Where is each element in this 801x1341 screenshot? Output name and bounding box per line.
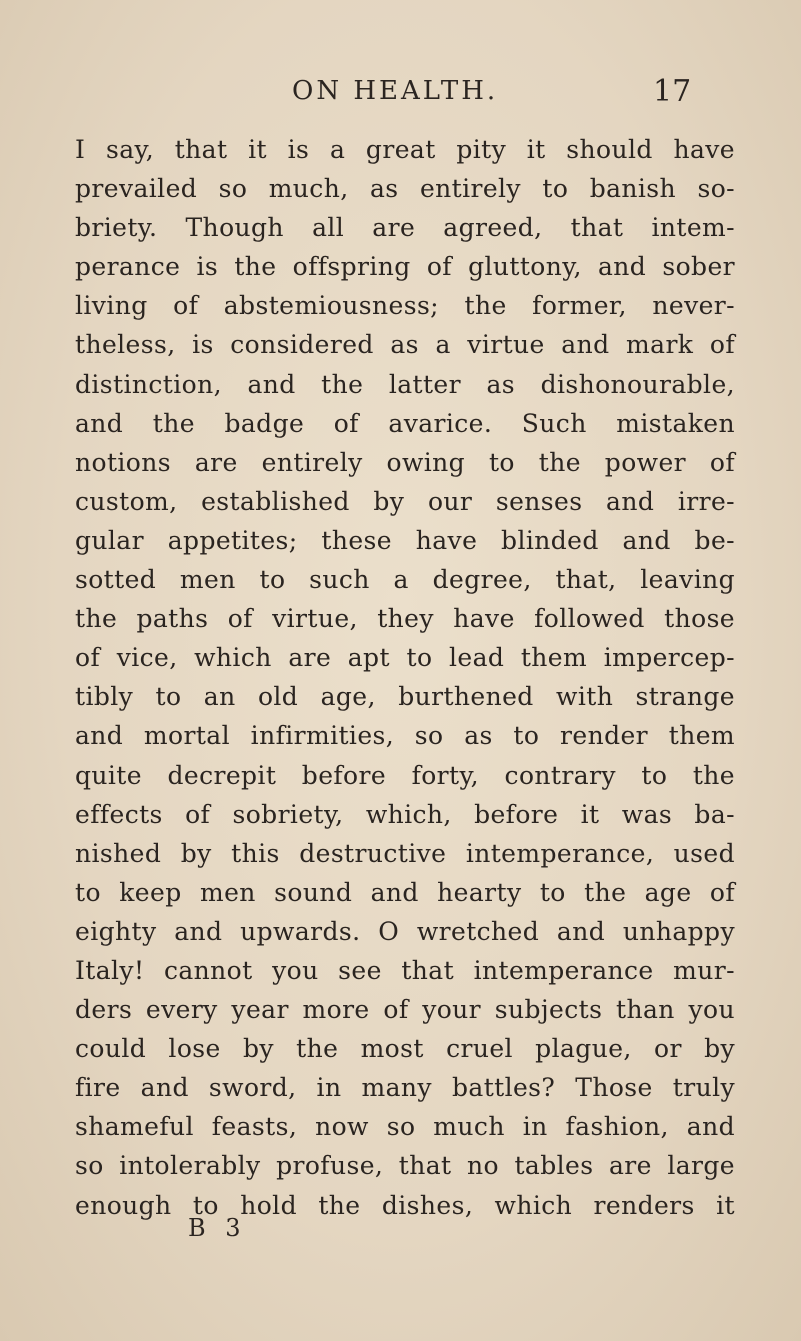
text-line: nished by this destructive intemperance, used [75,838,735,868]
text-line: fire and sword, in many battles? Those truly [75,1073,735,1103]
text-line: living of abstemiousness; the former, never- [75,291,735,321]
text-line: theless, is considered as a virtue and mark of [75,330,735,360]
signature-mark: B 3 [188,1214,247,1242]
text-line: ders every year more of your subjects than you [75,995,735,1025]
text-line: so intolerably profuse, that no tables are large [75,1151,735,1181]
text-line: to keep men sound and hearty to the age of [75,877,735,907]
text-line: distinction, and the latter as dishonourable, [75,369,735,399]
text-line: Italy! cannot you see that intemperance mur- [75,955,735,985]
page-number: 17 [653,74,692,109]
text-line: perance is the offspring of gluttony, and sober [75,252,735,282]
text-line: enough to hold the dishes, which renders it [75,1190,735,1220]
text-line: shameful feasts, now so much in fashion, and [75,1112,735,1142]
text-line: sotted men to such a degree, that, leaving [75,565,735,595]
text-line: could lose by the most cruel plague, or by [75,1034,735,1064]
text-line: custom, established by our senses and irre- [75,486,735,516]
text-line: of vice, which are apt to lead them impercep- [75,643,735,673]
text-line: quite decrepit before forty, contrary to the [75,760,735,790]
text-line: briety. Though all are agreed, that intem- [75,213,735,243]
text-line: tibly to an old age, burthened with strange [75,682,735,712]
text-line: gular appetites; these have blinded and be- [75,525,735,555]
page-header [0,74,801,114]
running-title: ON HEALTH. [292,76,499,106]
body-text [75,130,735,1225]
text-line: prevailed so much, as entirely to banish so- [75,174,735,204]
text-line: notions are entirely owing to the power of [75,447,735,477]
text-line: the paths of virtue, they have followed those [75,604,735,634]
text-line: and mortal infirmities, so as to render them [75,721,735,751]
text-line: I say, that it is a great pity it should have [75,135,735,164]
text-line: eighty and upwards. O wretched and unhappy [75,916,735,946]
text-line: and the badge of avarice. Such mistaken [75,408,735,438]
text-line: effects of sobriety, which, before it was ba- [75,799,735,829]
